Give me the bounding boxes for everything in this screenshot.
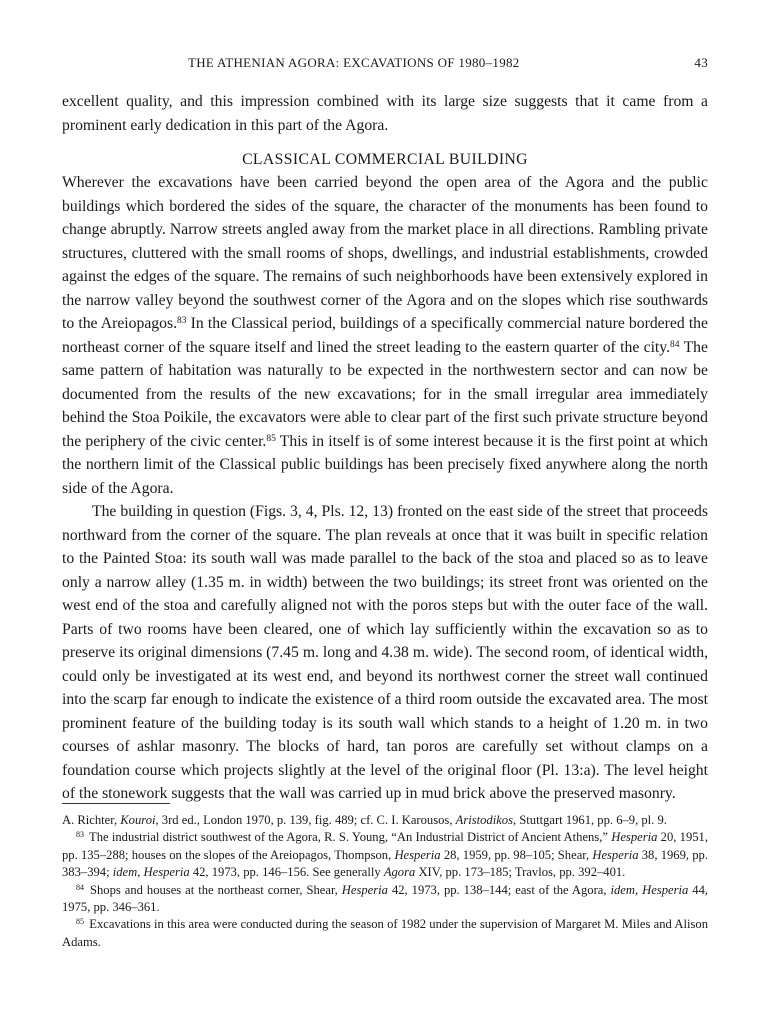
footnote-83 [62,829,708,881]
footnote-ref-83: 83 [177,316,187,326]
intro-paragraph: excellent quality, and this impression combined with its large size suggests that it came from a prominent early dedication in this part of the Agora. [62,93,708,134]
footnote-italic: Hesperia [394,847,441,862]
paragraph-1-text-c: The same pattern of habitation was naturally to be expected in the northwestern sector and can now be documented from the results of the new excavations; for in the small irregular area immediately behind the Stoa Poikile, the excavators were able to clear part of the first such private structure beyond the periphery of the civic center. [62,338,708,450]
footnote-number: 84 [76,882,84,892]
footnote-85 [62,916,708,951]
footnote-italic: Hesperia [592,847,639,862]
paragraph-1 [62,171,708,500]
footnote-text: The industrial district southwest of the Agora, R. S. Young, “An Industrial District of Ancient Athens,” [86,830,612,845]
paragraph-1-text-b: In the Classical period, buildings of a specifically commercial nature bordered the northeast corner of the square itself and lined the street leading to the eastern quarter of the city. [62,315,708,356]
footnote-number: 85 [76,917,84,927]
footnote-text: , Stuttgart 1961, pp. 6–9, pl. 9. [513,813,667,827]
footnote-text: 42, 1973, pp. 146–156. See generally [189,865,384,880]
footnotes [62,812,708,951]
footnote-text: 42, 1973, pp. 138–144; east of the Agora, [387,882,611,897]
section-heading: CLASSICAL COMMERCIAL BUILDING [242,151,528,168]
footnote-84 [62,882,708,917]
footnote-text: 20, 1951, pp. 135–288; houses on the slopes of the Areiopagos, Thompson, [62,830,708,862]
page-number: 43 [694,55,708,70]
footnote-text: A. Richter, [62,813,121,827]
footnote-italic: Hesperia [341,882,388,897]
footnote-italic: Hesperia [611,830,658,845]
footnote-italic: Agora [383,865,416,880]
footnote-text: 38, 1969, pp. 383–394; [62,847,708,880]
footnote-text: Shops and houses at the northeast corner, Shear, [86,882,342,897]
footnote-text: Excavations in this area were conducted during the season of 1982 under the supervision of Margaret M. Miles and Alison Adams. [62,917,708,949]
footnote-divider [62,803,170,804]
footnote-number: 83 [76,830,84,840]
footnote-text: , 3rd ed., London 1970, p. 139, fig. 489; cf. C. I. Karousos, [155,813,456,827]
footnote-text: 28, 1959, pp. 98–105; Shear, [440,847,593,862]
footnote-italic: Kouroi [120,813,156,827]
footnote-text: XIV, pp. 173–185; Travlos, pp. 392–401. [415,865,626,880]
paragraph-1-text-a: Wherever the excavations have been carried beyond the open area of the Agora and the public buildings which bordered the sides of the square, the character of the monuments has been found to change abruptly. Narrow streets angled away from the market place in all directions. Rambling private structures, cluttered with the small rooms of shops, dwellings, and industrial establishments, crowded against the edges of the square. The remains of such neighborhoods have been extensively explored in the narrow valley beyond the southwest corner of the Agora and on the slopes which rise southwards to the Areiopagos. [62,174,708,332]
footnote-82-continued [62,812,708,829]
footnote-italic: idem, Hesperia [112,865,190,880]
running-head-title: THE ATHENIAN AGORA: EXCAVATIONS OF 1980–1982 [188,55,520,70]
footnote-ref-84: 84 [670,339,680,350]
footnote-italic: idem, Hesperia [610,882,689,897]
footnote-text: 44, 1975, pp. 346–361. [62,882,709,915]
paragraph-1-text-d: This in itself is of some interest because it is the first point at which the northern limit of the Classical public buildings has been precisely fixed anywhere along the north side of the Agora. [62,432,708,497]
body-text [62,90,708,806]
footnote-italic: Aristodikos [455,813,513,827]
paragraph-2: The building in question (Figs. 3, 4, Pls. 12, 13) fronted on the east side of the street that proceeds northward from the corner of the square. The plan reveals at once that it was built in specific relation to the Painted Stoa: its south wall was made parallel to the back of the stoa and placed so as to leave only a narrow alley (1.35 m. in width) between the two buildings; its street front was oriented on the west end of the stoa and carefully aligned not with the poros steps but with the outer face of the wall. Parts of two rooms have been cleared, one of which lay sufficiently within the excavation so as to preserve its original dimensions (7.45 m. long and 4.38 m. wide). The second room, of identical width, could only be investigated at its west end, and beyond its northwest corner the street wall continued into the scarp far enough to indicate the existence of a third room outside the excavated area. The most prominent feature of the building today is its south wall which stands to a height of 1.20 m. in two courses of ashlar masonry. The blocks of hard, tan poros are carefully set without clamps on a foundation course which projects slightly at the level of the original floor (Pl. 13:a). The level height of the stonework suggests that the wall was carried up in mud brick above the preserved masonry. [62,503,708,802]
footnote-ref-85: 85 [266,433,276,444]
